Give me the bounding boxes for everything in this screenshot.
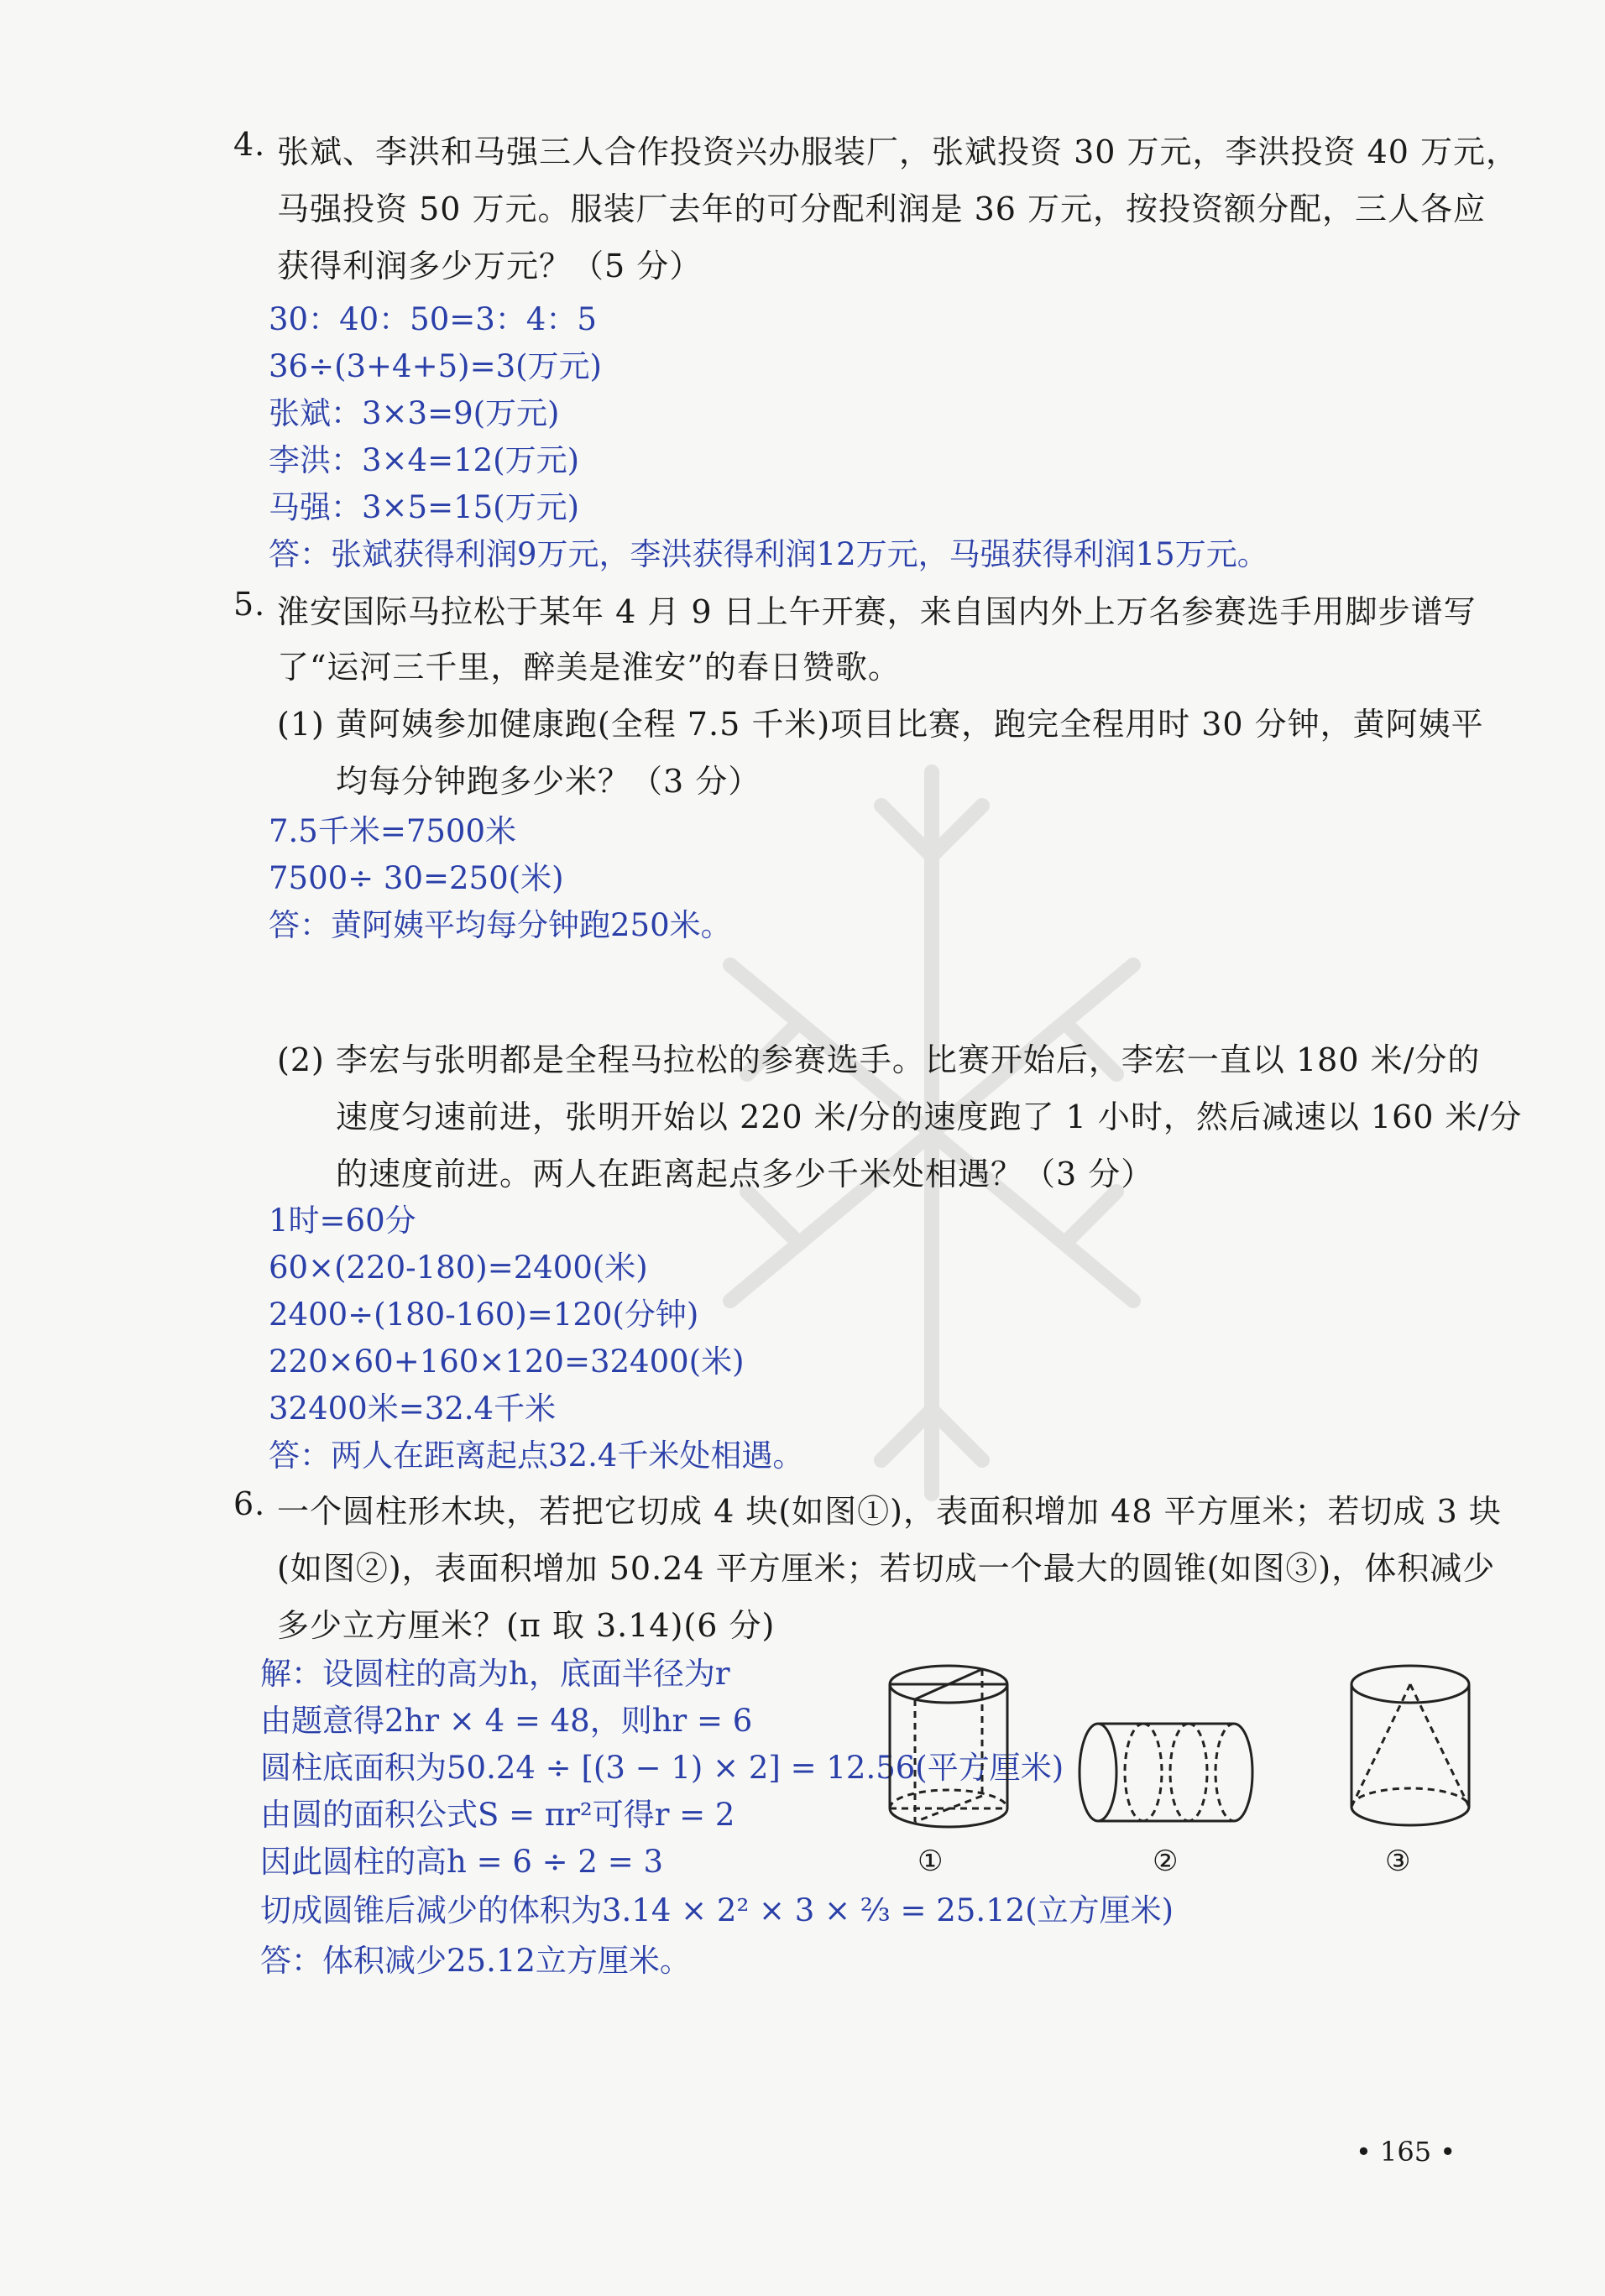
figure-label-2: ②: [1153, 1845, 1179, 1878]
q6-answer-1: 解：设圆柱的高为h，底面半径为r: [260, 1656, 730, 1692]
q5-part2-answer-6: 答：两人在距离起点32.4千米处相遇。: [269, 1438, 804, 1474]
q6-answer-7: 答：体积减少25.12立方厘米。: [260, 1943, 691, 1979]
q4-line-1: 张斌、李洪和马强三人合作投资兴办服装厂，张斌投资 30 万元，李洪投资 40 万元，: [277, 133, 1519, 170]
q6-line-3: 多少立方厘米？(π 取 3.14)(6 分): [277, 1607, 776, 1644]
cylinder-cone-figure-3: [1335, 1657, 1486, 1842]
q6-number: 6.: [233, 1485, 266, 1522]
figure-label-1: ①: [918, 1845, 944, 1878]
cylinder-figure-1: [865, 1657, 1033, 1842]
q5-part1-answer-1: 7.5千米=7500米: [269, 813, 517, 849]
q5-part2-answer-4: 220×60+160×120=32400(米): [269, 1344, 745, 1380]
q5-part1-answer-3: 答：黄阿姨平均每分钟跑250米。: [269, 907, 732, 943]
q4-line-2: 马强投资 50 万元。服装厂去年的可分配利润是 36 万元，按投资额分配，三人各应: [277, 190, 1487, 227]
q5-part1-line-2: 均每分钟跑多少米？（3 分）: [336, 763, 761, 800]
q6-line-2: (如图②)，表面积增加 50.24 平方厘米；若切成一个最大的圆锥(如图③)，体积减少: [277, 1550, 1496, 1587]
q6-answer-2: 由题意得2hr × 4 = 48，则hr = 6: [260, 1703, 753, 1739]
q5-number: 5.: [233, 586, 266, 623]
q4-number: 4.: [233, 126, 266, 163]
cylinder-figure-2: [1074, 1712, 1259, 1838]
q5-part1-answer-2: 7500÷ 30=250(米): [269, 860, 564, 896]
q6-answer-3: 圆柱底面积为50.24 ÷ [(3 − 1) × 2] = 12.56(平方厘米): [260, 1750, 1064, 1786]
q5-part1-line-1: (1) 黄阿姨参加健康跑(全程 7.5 千米)项目比赛，跑完全程用时 30 分钟，黄阿姨平: [277, 706, 1484, 743]
q5-line-1: 淮安国际马拉松于某年 4 月 9 日上午开赛，来自国内外上万名参赛选手用脚步谱写: [277, 593, 1477, 630]
q6-answer-5: 因此圆柱的高h = 6 ÷ 2 = 3: [260, 1844, 664, 1880]
q6-answer-4: 由圆的面积公式S = πr²可得r = 2: [260, 1797, 735, 1833]
page-number: • 165 •: [1356, 2136, 1456, 2168]
q4-answer-6: 答：张斌获得利润9万元，李洪获得利润12万元，马强获得利润15万元。: [269, 536, 1268, 572]
q5-part2-answer-3: 2400÷(180-160)=120(分钟): [269, 1297, 699, 1333]
q5-part2-line-3: 的速度前进。两人在距离起点多少千米处相遇？（3 分）: [336, 1156, 1154, 1192]
q4-answer-1: 30：40：50=3：4：5: [269, 301, 597, 337]
q5-part2-answer-2: 60×(220-180)=2400(米): [269, 1250, 648, 1286]
q6-answer-6: 切成圆锥后减少的体积为3.14 × 2² × 3 × ⅔ = 25.12(立方厘米): [260, 1892, 1174, 1928]
q4-line-3: 获得利润多少万元？（5 分）: [277, 248, 703, 284]
q4-answer-2: 36÷(3+4+5)=3(万元): [269, 348, 602, 384]
q5-part2-line-1: (2) 李宏与张明都是全程马拉松的参赛选手。比赛开始后，李宏一直以 180 米/分的: [277, 1041, 1481, 1078]
q4-answer-3: 张斌：3×3=9(万元): [269, 395, 560, 431]
q5-line-2: 了“运河三千里，醉美是淮安”的春日赞歌。: [277, 649, 901, 686]
q5-part2-answer-1: 1时=60分: [269, 1203, 416, 1239]
q4-answer-4: 李洪：3×4=12(万元): [269, 442, 580, 478]
q4-answer-5: 马强：3×5=15(万元): [269, 489, 580, 525]
figure-label-3: ③: [1385, 1845, 1411, 1878]
q5-part2-line-2: 速度匀速前进，张明开始以 220 米/分的速度跑了 1 小时，然后减速以 160 米/分: [336, 1098, 1523, 1135]
q6-line-1: 一个圆柱形木块，若把它切成 4 块(如图①)，表面积增加 48 平方厘米；若切成 3 块: [277, 1493, 1502, 1530]
q5-part2-answer-5: 32400米=32.4千米: [269, 1391, 557, 1427]
